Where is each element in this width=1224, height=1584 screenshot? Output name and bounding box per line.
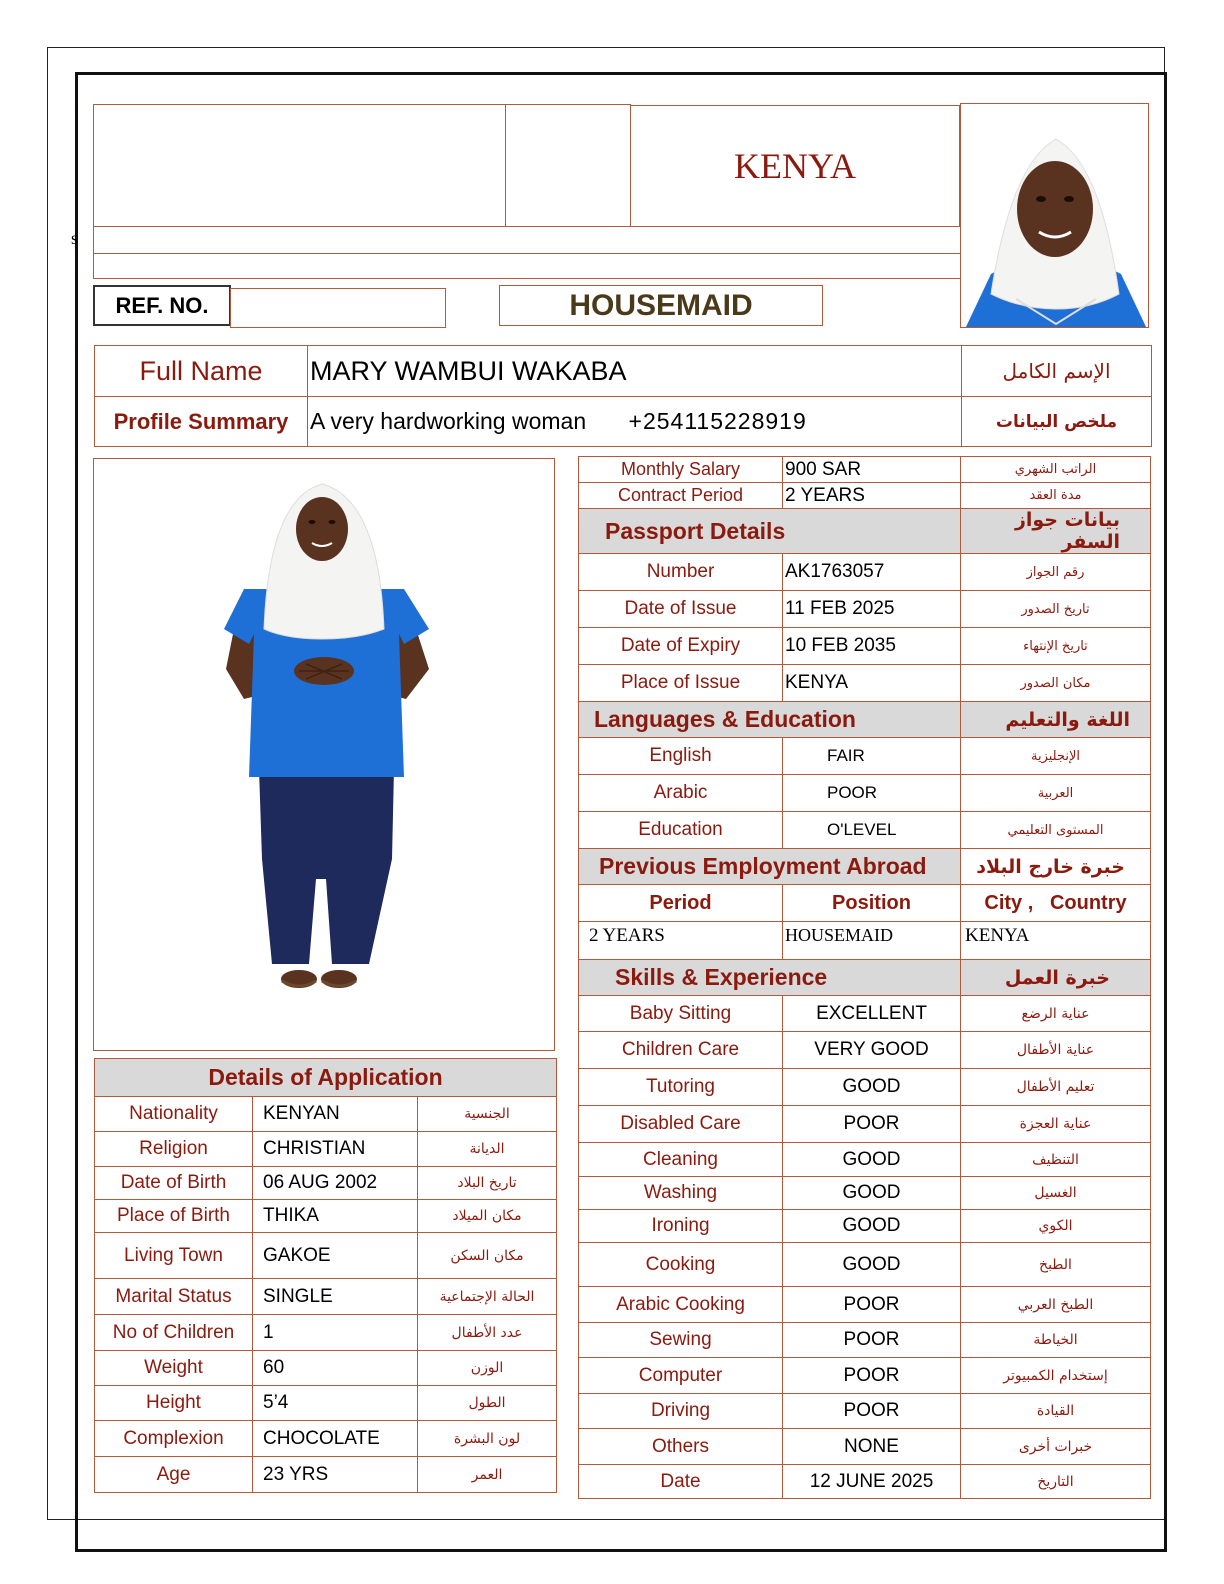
passport-label-ar: تاريخ الصدور — [961, 591, 1151, 628]
application-value: 60 — [253, 1351, 418, 1386]
application-row — [95, 1200, 557, 1233]
employment-title: Previous Employment Abroad — [579, 849, 961, 885]
skill-value: POOR — [783, 1323, 961, 1358]
employment-title-ar: خبرة خارج البلاد — [961, 849, 1151, 885]
application-label-ar: مكان السكن — [418, 1233, 557, 1279]
skill-row — [579, 1243, 1151, 1287]
employment-col-position: Position — [783, 885, 961, 922]
application-label: Nationality — [95, 1097, 253, 1132]
full-name-label: Full Name — [95, 346, 308, 397]
application-label-ar: الديانة — [418, 1132, 557, 1167]
skill-label-ar: عناية العجزة — [961, 1106, 1151, 1143]
application-label: Height — [95, 1386, 253, 1421]
passport-label-ar: تاريخ الإنتهاء — [961, 628, 1151, 665]
passport-value: AK1763057 — [783, 554, 961, 591]
application-title: Details of Application — [95, 1059, 557, 1097]
contract-row — [579, 457, 1151, 483]
application-row — [95, 1132, 557, 1167]
side-mark: s — [71, 228, 79, 248]
language-label: English — [579, 738, 783, 775]
summary-cell — [308, 397, 962, 447]
application-row — [95, 1097, 557, 1132]
application-row — [95, 1167, 557, 1200]
application-value: KENYAN — [253, 1097, 418, 1132]
skill-label: Date — [579, 1465, 783, 1499]
full-name-label-ar: الإسم الكامل — [962, 346, 1152, 397]
skill-label: Tutoring — [579, 1069, 783, 1106]
skill-row — [579, 1323, 1151, 1358]
skill-label-ar: خبرات أخرى — [961, 1429, 1151, 1465]
application-label-ar: مكان الميلاد — [418, 1200, 557, 1233]
application-row — [95, 1351, 557, 1386]
passport-title-ar: بيانات جواز السفر — [961, 509, 1151, 554]
application-value: CHRISTIAN — [253, 1132, 418, 1167]
application-label-ar: الوزن — [418, 1351, 557, 1386]
skill-row — [579, 1143, 1151, 1177]
skill-row — [579, 1465, 1151, 1499]
application-value: 23 YRS — [253, 1457, 418, 1493]
ref-label: REF. NO. — [115, 292, 209, 318]
application-row — [95, 1279, 557, 1315]
language-label: Education — [579, 812, 783, 849]
application-label: Complexion — [95, 1421, 253, 1457]
skill-row — [579, 1069, 1151, 1106]
skill-label-ar: الغسيل — [961, 1177, 1151, 1210]
passport-value: 11 FEB 2025 — [783, 591, 961, 628]
summary-label: Profile Summary — [95, 397, 308, 447]
application-table — [94, 1058, 557, 1493]
skill-label: Cooking — [579, 1243, 783, 1287]
languages-title: Languages & Education — [579, 702, 961, 738]
skill-row — [579, 1177, 1151, 1210]
skill-row — [579, 1287, 1151, 1323]
application-label-ar: الجنسية — [418, 1097, 557, 1132]
phone-number: +254115228919 — [628, 408, 807, 434]
skill-row — [579, 996, 1151, 1032]
skill-value: GOOD — [783, 1069, 961, 1106]
language-label-ar: العربية — [961, 775, 1151, 812]
skill-label: Ironing — [579, 1210, 783, 1243]
header-strip-2 — [93, 253, 961, 279]
language-value: FAIR — [783, 738, 961, 775]
full-name-value: MARY WAMBUI WAKABA — [308, 346, 962, 397]
passport-row — [579, 628, 1151, 665]
ref-label-box — [93, 285, 231, 326]
skill-row — [579, 1032, 1151, 1069]
application-value: CHOCOLATE — [253, 1421, 418, 1457]
employment-position: HOUSEMAID — [783, 922, 961, 960]
application-label: Marital Status — [95, 1279, 253, 1315]
passport-value: KENYA — [783, 665, 961, 702]
skill-row — [579, 1358, 1151, 1394]
skill-value: POOR — [783, 1106, 961, 1143]
ref-value-field — [230, 288, 446, 328]
passport-title: Passport Details — [579, 509, 961, 554]
skill-label: Children Care — [579, 1032, 783, 1069]
employment-col-period: Period — [579, 885, 783, 922]
skill-label: Cleaning — [579, 1143, 783, 1177]
languages-title-ar: اللغة والتعليم — [961, 702, 1151, 738]
skill-value: NONE — [783, 1429, 961, 1465]
contract-label-ar: مدة العقد — [961, 483, 1151, 509]
position-title: HOUSEMAID — [569, 288, 753, 322]
skill-label: Baby Sitting — [579, 996, 783, 1032]
application-row — [95, 1457, 557, 1493]
language-row — [579, 775, 1151, 812]
language-value: O'LEVEL — [783, 812, 961, 849]
skill-label: Arabic Cooking — [579, 1287, 783, 1323]
contract-label-ar: الراتب الشهري — [961, 457, 1151, 483]
skill-label-ar: الطبخ العربي — [961, 1287, 1151, 1323]
right-details-table — [578, 456, 1151, 1499]
application-label: Living Town — [95, 1233, 253, 1279]
language-value: POOR — [783, 775, 961, 812]
skill-label: Sewing — [579, 1323, 783, 1358]
application-label-ar: لون البشرة — [418, 1421, 557, 1457]
portrait-photo — [960, 103, 1149, 328]
passport-label: Number — [579, 554, 783, 591]
application-label-ar: الحالة الإجتماعية — [418, 1279, 557, 1315]
logo-box — [93, 104, 506, 227]
skill-label: Others — [579, 1429, 783, 1465]
country-title: KENYA — [734, 146, 856, 186]
employment-row — [579, 922, 1151, 960]
skill-label-ar: عناية الأطفال — [961, 1032, 1151, 1069]
skill-value: GOOD — [783, 1143, 961, 1177]
employment-country: KENYA — [961, 922, 1151, 960]
logo-box-2 — [505, 104, 631, 227]
position-title-box — [499, 285, 823, 326]
language-label: Arabic — [579, 775, 783, 812]
skill-label-ar: الخياطة — [961, 1323, 1151, 1358]
application-value: 1 — [253, 1315, 418, 1351]
contract-label: Contract Period — [579, 483, 783, 509]
application-label: Weight — [95, 1351, 253, 1386]
skill-row — [579, 1106, 1151, 1143]
skill-label: Disabled Care — [579, 1106, 783, 1143]
passport-label-ar: رقم الجواز — [961, 554, 1151, 591]
passport-row — [579, 554, 1151, 591]
application-value: THIKA — [253, 1200, 418, 1233]
skill-value: POOR — [783, 1394, 961, 1429]
passport-label: Date of Expiry — [579, 628, 783, 665]
skill-value: EXCELLENT — [783, 996, 961, 1032]
skill-value: GOOD — [783, 1243, 961, 1287]
skill-value: POOR — [783, 1358, 961, 1394]
skill-label: Washing — [579, 1177, 783, 1210]
skill-label-ar: التنظيف — [961, 1143, 1151, 1177]
full-body-photo — [93, 458, 555, 1051]
application-row — [95, 1386, 557, 1421]
passport-label-ar: مكان الصدور — [961, 665, 1151, 702]
skill-label-ar: تعليم الأطفال — [961, 1069, 1151, 1106]
application-row — [95, 1421, 557, 1457]
employment-period: 2 YEARS — [579, 922, 783, 960]
application-label-ar: الطول — [418, 1386, 557, 1421]
application-label: Religion — [95, 1132, 253, 1167]
skill-label: Driving — [579, 1394, 783, 1429]
passport-label: Place of Issue — [579, 665, 783, 702]
skill-label: Computer — [579, 1358, 783, 1394]
skill-label-ar: الطبخ — [961, 1243, 1151, 1287]
skill-label-ar: الكوي — [961, 1210, 1151, 1243]
skill-value: POOR — [783, 1287, 961, 1323]
skill-label-ar: التاريخ — [961, 1465, 1151, 1499]
passport-label: Date of Issue — [579, 591, 783, 628]
application-label: Date of Birth — [95, 1167, 253, 1200]
application-label-ar: عدد الأطفال — [418, 1315, 557, 1351]
application-label-ar: العمر — [418, 1457, 557, 1493]
language-label-ar: الإنجليزية — [961, 738, 1151, 775]
language-row — [579, 738, 1151, 775]
skill-value: GOOD — [783, 1210, 961, 1243]
summary-label-ar: ملخص البيانات — [962, 397, 1152, 447]
skill-value: VERY GOOD — [783, 1032, 961, 1069]
contract-label: Monthly Salary — [579, 457, 783, 483]
country-box — [630, 105, 960, 227]
application-label-ar: تاريخ البلاد — [418, 1167, 557, 1200]
skill-label-ar: القيادة — [961, 1394, 1151, 1429]
skill-row — [579, 1429, 1151, 1465]
skill-value: 12 JUNE 2025 — [783, 1465, 961, 1499]
contract-value: 900 SAR — [783, 457, 961, 483]
language-row — [579, 812, 1151, 849]
application-row — [95, 1233, 557, 1279]
application-label: No of Children — [95, 1315, 253, 1351]
application-value: 06 AUG 2002 — [253, 1167, 418, 1200]
skills-title-ar: خبرة العمل — [961, 960, 1151, 996]
contract-row — [579, 483, 1151, 509]
skill-label-ar: عناية الرضع — [961, 996, 1151, 1032]
application-value: 5’4 — [253, 1386, 418, 1421]
summary-text: A very hardworking woman — [310, 408, 587, 434]
application-value: GAKOE — [253, 1233, 418, 1279]
passport-value: 10 FEB 2035 — [783, 628, 961, 665]
skill-label-ar: إستخدام الكمبيوتر — [961, 1358, 1151, 1394]
application-value: SINGLE — [253, 1279, 418, 1315]
application-label: Age — [95, 1457, 253, 1493]
skill-row — [579, 1394, 1151, 1429]
passport-row — [579, 665, 1151, 702]
contract-value: 2 YEARS — [783, 483, 961, 509]
application-row — [95, 1315, 557, 1351]
skill-row — [579, 1210, 1151, 1243]
language-label-ar: المستوى التعليمي — [961, 812, 1151, 849]
employment-col-city: City , Country — [961, 885, 1151, 922]
header-strip — [93, 226, 961, 254]
skills-title: Skills & Experience — [579, 960, 961, 996]
skill-value: GOOD — [783, 1177, 961, 1210]
profile-table — [94, 345, 1152, 447]
passport-row — [579, 591, 1151, 628]
application-label: Place of Birth — [95, 1200, 253, 1233]
